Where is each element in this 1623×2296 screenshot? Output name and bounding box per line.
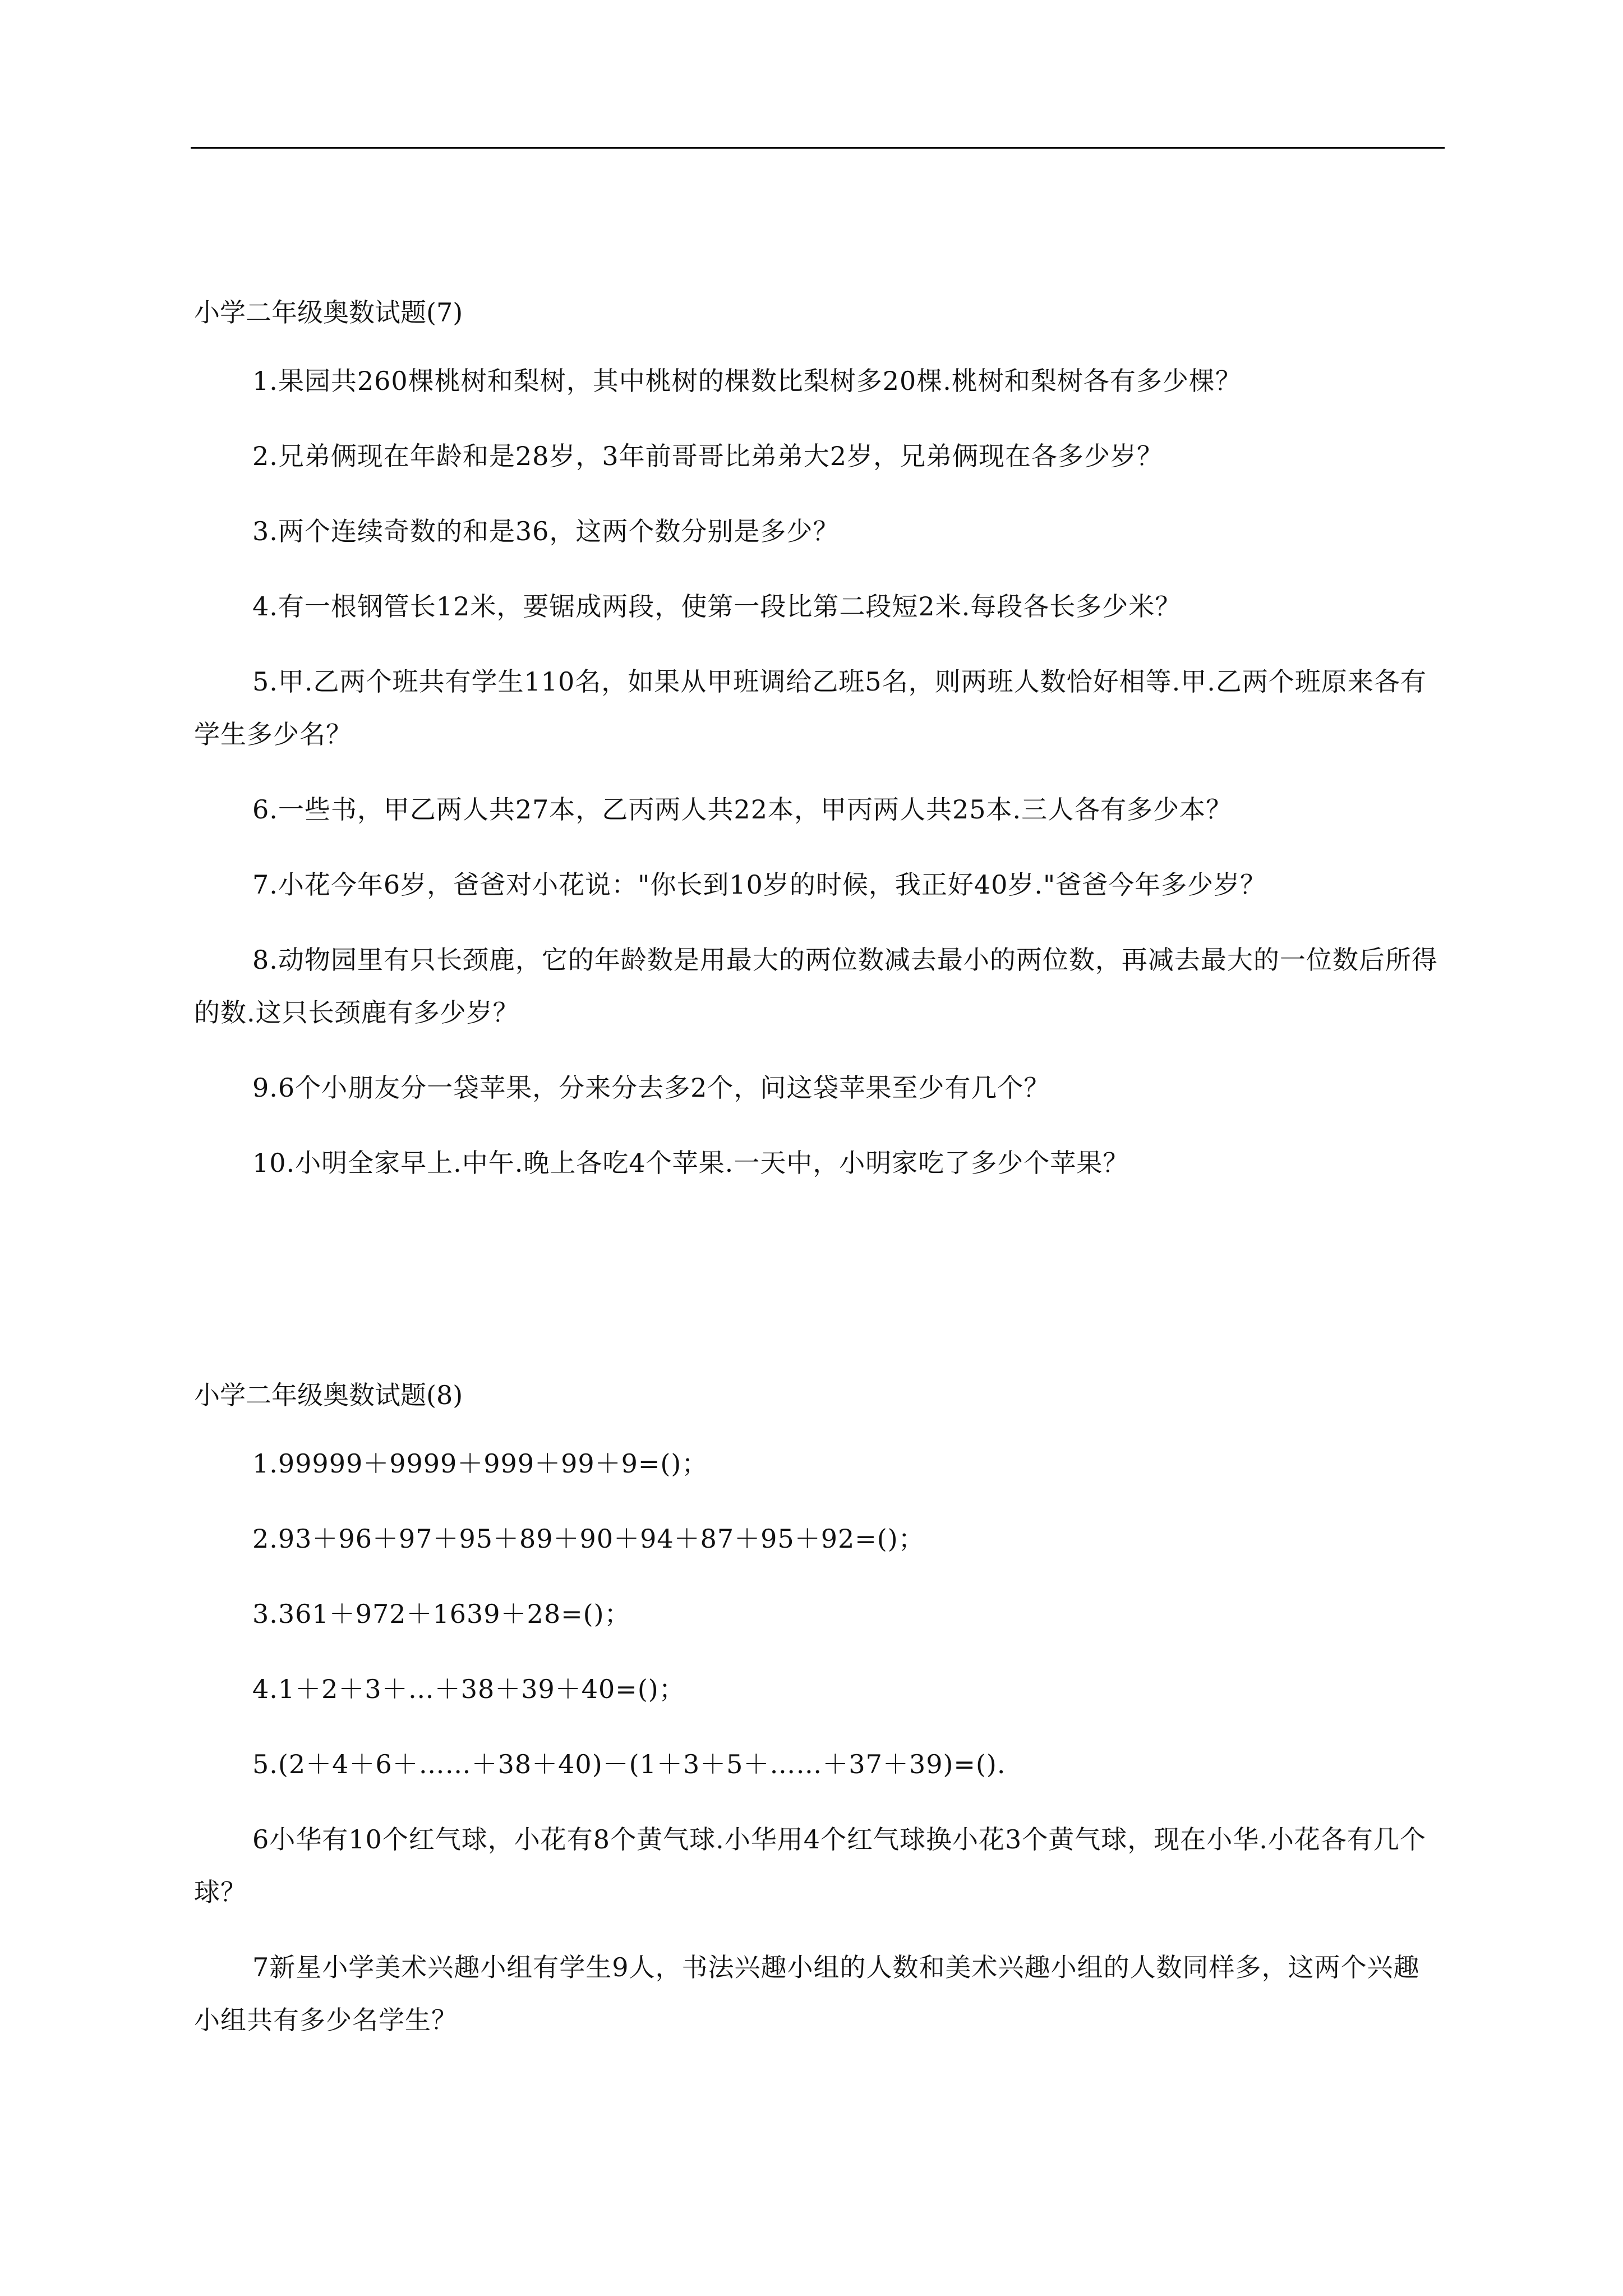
question-item: 3.361＋972＋1639＋28=()；: [252, 1599, 631, 1629]
section-title: 小学二年级奥数试题(7): [194, 297, 463, 328]
section-test-8: [194, 1375, 1445, 2069]
question-item: 3.两个连续奇数的和是36，这两个数分别是多少？: [252, 516, 840, 546]
question-item: 7新星小学美术兴趣小组有学生9人，书法兴趣小组的人数和美术兴趣小组的人数同样多，这两个兴趣小组共有多少名学生？: [194, 1952, 1420, 2035]
question-item: 6.一些书，甲乙两人共27本，乙丙两人共22本，甲丙两人共25本.三人各有多少本？: [252, 794, 1233, 825]
question-item: 6小华有10个红气球，小花有8个黄气球.小华用4个红气球换小花3个黄气球，现在小华.小花各有几个球？: [194, 1824, 1426, 1907]
section-title: 小学二年级奥数试题(8): [194, 1380, 463, 1410]
question-item: 4.1＋2＋3＋…＋38＋39＋40=()；: [252, 1674, 685, 1704]
section-test-7: [194, 293, 1445, 1212]
question-item: 9.6个小朋友分一袋苹果，分来分去多2个，问这袋苹果至少有几个？: [252, 1073, 1050, 1103]
question-item: 8.动物园里有只长颈鹿，它的年龄数是用最大的两位数减去最小的两位数，再减去最大的一位数后所得的数.这只长颈鹿有多少岁？: [194, 945, 1438, 1028]
question-item: 5.(2＋4＋6＋……＋38＋40)－(1＋3＋5＋……＋37＋39)=().: [252, 1749, 1006, 1779]
question-item: 4.有一根钢管长12米，要锯成两段，使第一段比第二段短2米.每段各长多少米？: [252, 591, 1182, 622]
header-rule: [191, 147, 1445, 149]
question-item: 7.小花今年6岁，爸爸对小花说："你长到10岁的时候，我正好40岁."爸爸今年多少岁？: [252, 869, 1267, 900]
question-item: 2.93＋96＋97＋95＋89＋90＋94＋87＋95＋92=()；: [252, 1524, 925, 1554]
question-item: 2.兄弟俩现在年龄和是28岁，3年前哥哥比弟弟大2岁，兄弟俩现在各多少岁？: [252, 441, 1163, 471]
question-item: 5.甲.乙两个班共有学生110名，如果从甲班调给乙班5名，则两班人数恰好相等.甲.乙两个班原来各有学生多少名？: [194, 666, 1427, 749]
question-item: 10.小明全家早上.中午.晚上各吃4个苹果.一天中，小明家吃了多少个苹果？: [252, 1148, 1129, 1178]
question-item: 1.果园共260棵桃树和梨树，其中桃树的棵数比梨树多20棵.桃树和梨树各有多少棵？: [252, 366, 1242, 396]
question-item: 1.99999＋9999＋999＋99＋9=()；: [252, 1448, 708, 1479]
